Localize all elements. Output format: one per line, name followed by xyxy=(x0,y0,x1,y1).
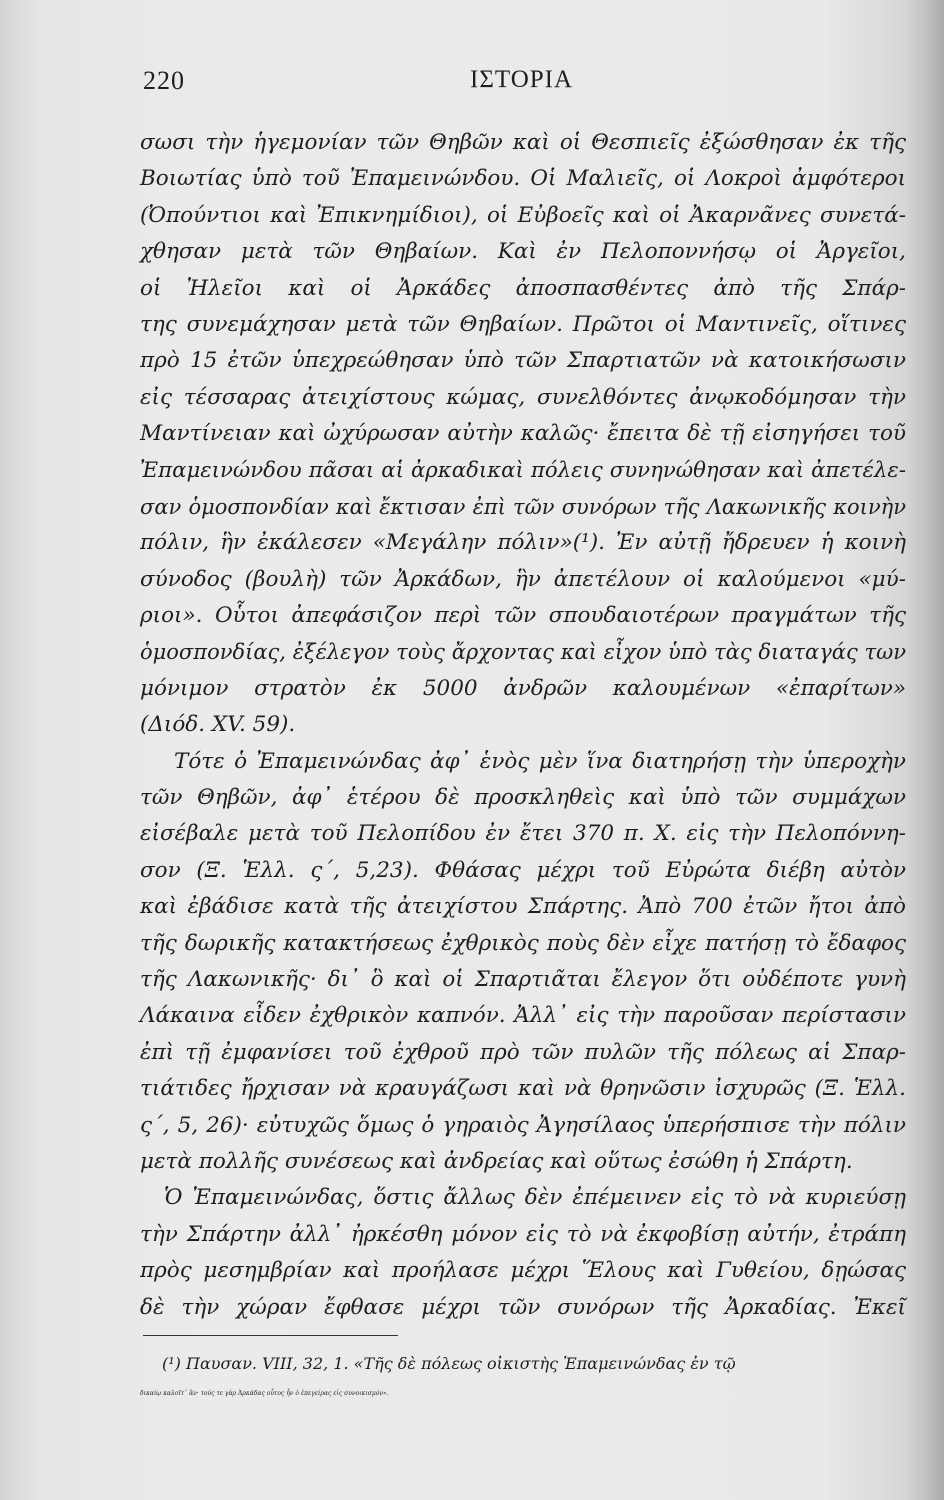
text-line: εἰσέβαλε μετὰ τοῦ Πελοπίδου ἐν ἔτει 370 π. Χ. εἰς τὴν Πελοπόννη- xyxy=(140,821,906,847)
text-line: σωσι τὴν ἡγεμονίαν τῶν Θηβῶν καὶ οἱ Θεσπιεῖς ἐξώσθησαν ἐκ τῆς xyxy=(140,130,906,155)
text-line: Βοιωτίας ὑπὸ τοῦ Ἐπαμεινώνδου. Οἱ Μαλιεῖς, οἱ Λοκροὶ ἀμφότεροι xyxy=(140,166,906,192)
text-line: (Ὀπούντιοι καὶ Ἐπικνημίδιοι), οἱ Εὐβοεῖς καὶ οἱ Ἀκαρνᾶνες συνετά- xyxy=(140,202,906,228)
text-line: οἱ Ἠλεῖοι καὶ οἱ Ἀρκάδες ἀποσπασθέντες ἀπὸ τῆς Σπάρ- xyxy=(140,275,906,301)
footnotes xyxy=(140,1349,902,1409)
text-line: τῆς δωρικῆς κατακτήσεως ἐχθρικὸς ποὺς δὲν εἶχε πατήσῃ τὸ ἔδαφος xyxy=(140,930,906,956)
text-line: σύνοδος (βουλὴ) τῶν Ἀρκάδων, ἣν ἀπετέλουν οἱ καλούμενοι «μύ- xyxy=(140,566,906,592)
text-line: πρὸ 15 ἐτῶν ὑπεχρεώθησαν ὑπὸ τῶν Σπαρτιατῶν νὰ κατοικήσωσιν xyxy=(140,348,906,374)
text-line: (Διόδ. XV. 59). xyxy=(140,712,296,738)
text-line: σον (Ξ. Ἑλλ. ς΄, 5,23). Φθάσας μέχρι τοῦ Εὐρώτα διέβη αὐτὸν xyxy=(140,857,906,883)
body-text xyxy=(140,125,906,1326)
text-line: πρὸς μεσημβρίαν καὶ προήλασε μέχρι Ἕλους καὶ Γυθείου, δῃώσας xyxy=(140,1258,906,1284)
text-line: Ἐπαμεινώνδου πᾶσαι αἱ ἀρκαδικαὶ πόλεις συνηνώθησαν καὶ ἀπετέλε- xyxy=(140,457,906,483)
text-line: ἐπὶ τῇ ἐμφανίσει τοῦ ἐχθροῦ πρὸ τῶν πυλῶν τῆς πόλεως αἱ Σπαρ- xyxy=(140,1039,906,1065)
footnote-line: δικαίῳ καλοῖτ᾽ ἂν· τούς τε γὰρ Ἀρκάδας οὗτος ἦν ὁ ἐπεγείρας εἰς συνοικισμόν». xyxy=(140,1390,389,1397)
text-line: τιάτιδες ἤρχισαν νὰ κραυγάζωσι καὶ νὰ θρηνῶσιν ἰσχυρῶς (Ξ. Ἑλλ. xyxy=(140,1076,906,1102)
text-line: Μαντίνειαν καὶ ὠχύρωσαν αὐτὴν καλῶς· ἔπειτα δὲ τῇ εἰσηγήσει τοῦ xyxy=(140,421,906,447)
text-line: μετὰ πολλῆς συνέσεως καὶ ἀνδρείας καὶ οὕτως ἐσώθη ἡ Σπάρτη. xyxy=(140,1148,853,1174)
text-line: σαν ὁμοσπονδίαν καὶ ἔκτισαν ἐπὶ τῶν συνόρων τῆς Λακωνικῆς κοινὴν xyxy=(140,494,906,519)
paragraph-start-line: Ὁ Ἐπαμεινώνδας, ὅστις ἄλλως δὲν ἐπέμεινεν εἰς τὸ νὰ κυριεύσῃ xyxy=(164,1185,906,1211)
text-line: τῶν Θηβῶν, ἀφ᾽ ἑτέρου δὲ προσκληθεὶς καὶ ὑπὸ τῶν συμμάχων xyxy=(140,785,906,811)
footnote-divider xyxy=(143,1335,398,1336)
text-line: καὶ ἐβάδισε κατὰ τῆς ἀτειχίστου Σπάρτης. Ἀπὸ 700 ἐτῶν ἤτοι ἀπὸ xyxy=(140,894,906,920)
text-line: τῆς Λακωνικῆς· δι᾽ ὃ καὶ οἱ Σπαρτιᾶται ἔλεγον ὅτι οὐδέποτε γυνὴ xyxy=(140,966,906,992)
running-title: ΙΣΤΟΡΙΑ xyxy=(470,66,574,93)
text-line: χθησαν μετὰ τῶν Θηβαίων. Καὶ ἐν Πελοποννήσῳ οἱ Ἀργεῖοι, xyxy=(140,239,906,265)
text-line: της συνεμάχησαν μετὰ τῶν Θηβαίων. Πρῶτοι οἱ Μαντινεῖς, οἵτινες xyxy=(140,311,906,337)
text-line: μόνιμον στρατὸν ἐκ 5000 ἀνδρῶν καλουμένων «ἐπαρίτων» xyxy=(140,675,906,701)
footnote-line: (¹) Παυσαν. VIII, 32, 1. «Τῆς δὲ πόλεως οἰκιστὴς Ἐπαμεινώνδας ἐν τῷ xyxy=(162,1354,736,1373)
text-line: εἰς τέσσαρας ἀτειχίστους κώμας, συνελθόντες ἀνῳκοδόμησαν τὴν xyxy=(140,384,906,410)
text-line: ὁμοσπονδίας, ἐξέλεγον τοὺς ἄρχοντας καὶ εἶχον ὑπὸ τὰς διαταγάς των xyxy=(140,640,906,665)
text-line: ς΄, 5, 26)· εὐτυχῶς ὅμως ὁ γηραιὸς Ἀγησίλαος ὑπερήσπισε τὴν πόλιν xyxy=(140,1112,906,1138)
paragraph-start-line: Τότε ὁ Ἐπαμεινώνδας ἀφ᾽ ἑνὸς μὲν ἵνα διατηρήσῃ τὴν ὑπεροχὴν xyxy=(174,748,906,774)
text-line: ριοι». Οὗτοι ἀπεφάσιζον περὶ τῶν σπουδαιοτέρων πραγμάτων τῆς xyxy=(140,603,906,629)
text-line: Λάκαινα εἶδεν ἐχθρικὸν καπνόν. Ἀλλ᾽ εἰς τὴν παροῦσαν περίστασιν xyxy=(140,1003,906,1029)
page-number: 220 xyxy=(143,66,185,95)
text-line: δὲ τὴν χώραν ἔφθασε μέχρι τῶν συνόρων τῆς Ἀρκαδίας. Ἐκεῖ xyxy=(140,1294,906,1320)
text-line: πόλιν, ἣν ἐκάλεσεν «Μεγάλην πόλιν»(¹). Ἐν αὐτῇ ἤδρευεν ἡ κοινὴ xyxy=(140,530,906,556)
text-line: τὴν Σπάρτην ἀλλ᾽ ἠρκέσθη μόνον εἰς τὸ νὰ ἐκφοβίσῃ αὐτήν, ἐτράπη xyxy=(140,1221,906,1247)
